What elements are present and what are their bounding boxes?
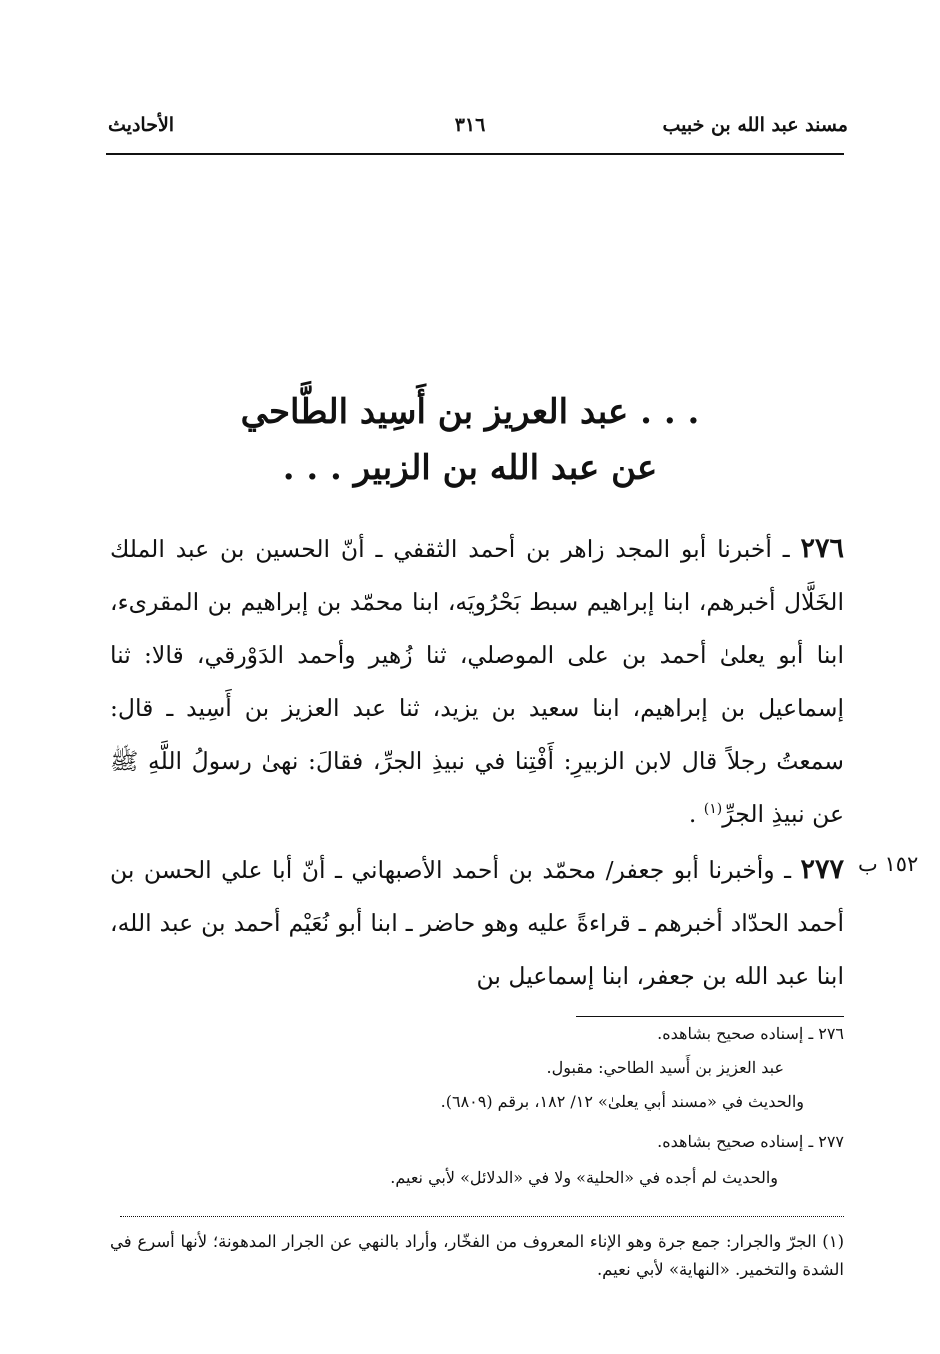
note-line: عبد العزيز بن أَسيد الطاحي: مقبول. <box>546 1058 784 1077</box>
hadith-end: . <box>688 800 704 828</box>
running-header-section: الأحاديث <box>108 114 175 136</box>
manuscript-folio-note: ١٥٢ ب <box>858 852 919 876</box>
chapter-title-line2: عن عبد الله بن الزبير . . . <box>282 448 658 488</box>
footnote-separator <box>120 1216 844 1217</box>
hadith-text: ـ أخبرنا أبو المجد زاهر بن أحمد الثقفي ـ أنّ الحسين بن عبد الملك الخَلَّال أخبرهم، ابنا إبراهيم سبط بَحْرُويَه، ابنا محمّد بن إبراهيم بن المقرىء، ابنا أبو يعلىٰ أحمد بن على الموصلي، ثنا زُهير وأحمد الدَوْرقي، قالا: ثنا إسماعيل بن إبراهيم، ابنا سعيد بن يزيد، ثنا عبد العزيز بن أَسِيد ـ قال: سمعتُ رجلاً قال لابن الزبيرِ: أَفْتِنا في نبيذِ الجرِّ، فقالَ: نهىٰ رسولُ اللَّهِ ﷺ عن نبيذِ الجرِّ <box>110 535 844 828</box>
hadith-276 <box>110 522 844 841</box>
notes-rule <box>576 1016 844 1017</box>
note-line: والحديث لم أجده في «الحلية» ولا في «الدلائل» لأبي نعيم. <box>390 1168 778 1187</box>
hadith-number: ٢٧٦ <box>800 533 844 564</box>
note-line: ٢٧٦ ـ إسناده صحيح بشاهده. <box>657 1024 844 1043</box>
chapter-title-line1: . . . عبد العريز بن أَسِيد الطَّاحي <box>240 392 700 432</box>
running-header-book-title: مسند عبد الله بن خبيب <box>662 114 848 136</box>
note-line: والحديث في «مسند أبي يعلىٰ» ١٢/ ١٨٢، برقم (٦٨٠٩). <box>440 1092 804 1111</box>
page-number: ٣١٦ <box>454 114 486 136</box>
hadith-277 <box>110 843 844 1003</box>
header-rule <box>106 153 844 155</box>
footnote-ref: (١) <box>703 801 723 818</box>
hadith-text: ـ وأخبرنا أبو جعفر/ محمّد بن أحمد الأصبهاني ـ أنّ أبا علي الحسن بن أحمد الحدّاد أخبرهم ـ قراءةً عليه وهو حاضر ـ ابنا أبو نُعَيْم أحمد بن عبد الله، ابنا عبد الله بن جعفر، ابنا إسماعيل بن <box>110 856 844 990</box>
hadith-number: ٢٧٧ <box>800 854 844 885</box>
footnote-1: (١) الجرّ والجرار: جمع جرة وهو الإناء المعروف من الفخّار، وأراد بالنهي عن الجرار المدهونة؛ لأنها أسرع في الشدة والتخمير. «النهاية» لأبي نعيم. <box>110 1232 844 1279</box>
note-line: ٢٧٧ ـ إسناده صحيح بشاهده. <box>657 1132 844 1151</box>
